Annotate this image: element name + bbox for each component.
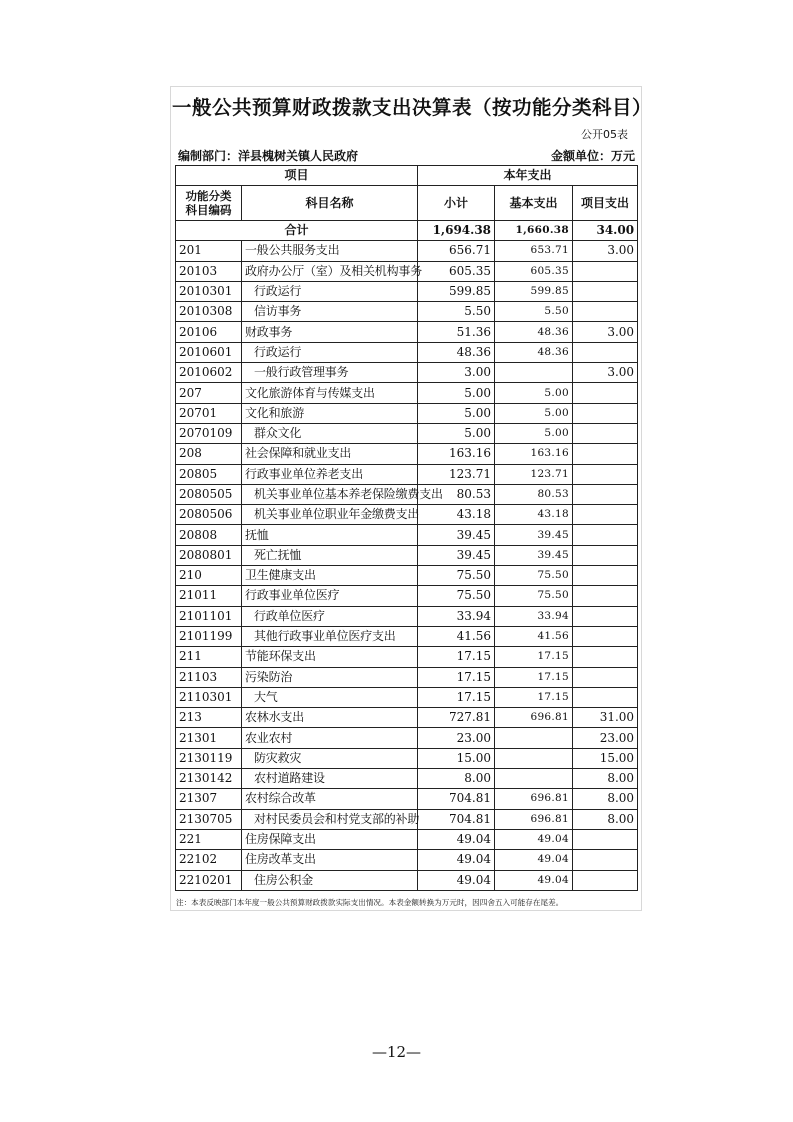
row-subtotal: 39.45 [418, 545, 495, 565]
row-name: 一般公共服务支出 [242, 241, 418, 261]
row-subtotal: 5.00 [418, 423, 495, 443]
page-title: 一般公共预算财政拨款支出决算表（按功能分类科目） [172, 96, 653, 119]
row-basic [495, 728, 573, 748]
row-code: 20808 [176, 525, 242, 545]
row-name: 文化旅游体育与传媒支出 [242, 383, 418, 403]
row-code: 20103 [176, 261, 242, 281]
table-row [176, 342, 638, 362]
row-name: 一般行政管理事务 [242, 363, 418, 383]
row-name: 污染防治 [242, 667, 418, 687]
row-code: 2080801 [176, 545, 242, 565]
row-name: 住房公积金 [242, 870, 418, 890]
table-row [176, 586, 638, 606]
row-basic: 605.35 [495, 261, 573, 281]
row-name: 卫生健康支出 [242, 566, 418, 586]
row-name: 群众文化 [242, 423, 418, 443]
row-code: 2080505 [176, 484, 242, 504]
table-row [176, 829, 638, 849]
row-name: 住房保障支出 [242, 829, 418, 849]
row-code: 2010602 [176, 363, 242, 383]
row-name: 住房改革支出 [242, 850, 418, 870]
row-code: 2101199 [176, 626, 242, 646]
row-code: 22102 [176, 850, 242, 870]
row-name: 文化和旅游 [242, 403, 418, 423]
row-code: 207 [176, 383, 242, 403]
row-subtotal: 49.04 [418, 870, 495, 890]
row-subtotal: 39.45 [418, 525, 495, 545]
row-subtotal: 5.50 [418, 302, 495, 322]
row-subtotal: 727.81 [418, 708, 495, 728]
row-subtotal: 48.36 [418, 342, 495, 362]
header-subtotal: 小计 [418, 186, 495, 221]
header-project-expense: 项目支出 [573, 186, 638, 221]
row-subtotal: 8.00 [418, 769, 495, 789]
row-basic: 49.04 [495, 829, 573, 849]
table-row [176, 403, 638, 423]
row-basic: 599.85 [495, 281, 573, 301]
total-row [176, 221, 638, 241]
total-basic: 1,660.38 [495, 221, 573, 241]
table-row [176, 484, 638, 504]
header-code [176, 186, 242, 221]
table-subheader-row [176, 186, 638, 221]
table-row [176, 261, 638, 281]
row-name: 机关事业单位职业年金缴费支出 [242, 505, 418, 525]
row-subtotal: 5.00 [418, 403, 495, 423]
row-basic: 41.56 [495, 626, 573, 646]
row-project [573, 545, 638, 565]
row-subtotal: 49.04 [418, 850, 495, 870]
table-row [176, 525, 638, 545]
row-basic: 123.71 [495, 464, 573, 484]
amount-unit-label: 金额单位：万元 [550, 149, 635, 163]
row-subtotal: 3.00 [418, 363, 495, 383]
row-basic: 48.36 [495, 342, 573, 362]
row-project [573, 850, 638, 870]
row-project [573, 302, 638, 322]
row-name: 社会保障和就业支出 [242, 444, 418, 464]
header-code-text: 功能分类 科目编码 [185, 189, 232, 217]
row-name: 行政运行 [242, 342, 418, 362]
row-subtotal: 75.50 [418, 566, 495, 586]
row-project [573, 261, 638, 281]
row-project [573, 403, 638, 423]
row-basic: 43.18 [495, 505, 573, 525]
header-current-year: 本年支出 [418, 166, 638, 186]
row-subtotal: 43.18 [418, 505, 495, 525]
row-project [573, 870, 638, 890]
row-project [573, 505, 638, 525]
table-row [176, 302, 638, 322]
row-basic: 39.45 [495, 525, 573, 545]
row-project: 8.00 [573, 769, 638, 789]
row-code: 2101101 [176, 606, 242, 626]
row-subtotal: 5.00 [418, 383, 495, 403]
row-basic: 75.50 [495, 586, 573, 606]
row-basic: 5.50 [495, 302, 573, 322]
row-subtotal: 75.50 [418, 586, 495, 606]
row-code: 208 [176, 444, 242, 464]
row-name: 行政事业单位医疗 [242, 586, 418, 606]
row-name: 抚恤 [242, 525, 418, 545]
header-basic: 基本支出 [495, 186, 573, 221]
table-row [176, 728, 638, 748]
row-basic: 49.04 [495, 870, 573, 890]
row-project: 23.00 [573, 728, 638, 748]
row-basic: 17.15 [495, 647, 573, 667]
row-project [573, 687, 638, 707]
row-name: 农林水支出 [242, 708, 418, 728]
row-project [573, 626, 638, 646]
row-basic [495, 769, 573, 789]
table-row [176, 789, 638, 809]
row-subtotal: 15.00 [418, 748, 495, 768]
table-row [176, 870, 638, 890]
row-basic: 5.00 [495, 423, 573, 443]
expenditure-table [175, 165, 638, 891]
row-name: 其他行政事业单位医疗支出 [242, 626, 418, 646]
row-subtotal: 163.16 [418, 444, 495, 464]
row-code: 211 [176, 647, 242, 667]
department-label: 编制部门：洋县槐树关镇人民政府 [178, 149, 359, 163]
row-code: 210 [176, 566, 242, 586]
row-code: 21307 [176, 789, 242, 809]
row-subtotal: 656.71 [418, 241, 495, 261]
row-project: 31.00 [573, 708, 638, 728]
row-code: 2210201 [176, 870, 242, 890]
row-subtotal: 51.36 [418, 322, 495, 342]
table-row [176, 444, 638, 464]
row-basic: 696.81 [495, 809, 573, 829]
table-row [176, 363, 638, 383]
row-project [573, 647, 638, 667]
row-subtotal: 605.35 [418, 261, 495, 281]
row-code: 201 [176, 241, 242, 261]
row-code: 2130705 [176, 809, 242, 829]
row-project [573, 606, 638, 626]
table-row [176, 606, 638, 626]
row-basic: 17.15 [495, 667, 573, 687]
row-subtotal: 23.00 [418, 728, 495, 748]
row-project [573, 586, 638, 606]
row-basic: 39.45 [495, 545, 573, 565]
form-number: 公开05表 [581, 128, 628, 141]
row-name: 机关事业单位基本养老保险缴费支出 [242, 484, 418, 504]
row-code: 20805 [176, 464, 242, 484]
row-code: 2130142 [176, 769, 242, 789]
row-name: 死亡抚恤 [242, 545, 418, 565]
row-name: 政府办公厅（室）及相关机构事务 [242, 261, 418, 281]
row-name: 农村道路建设 [242, 769, 418, 789]
table-row [176, 809, 638, 829]
total-label: 合计 [176, 221, 418, 241]
table-row [176, 850, 638, 870]
header-project: 项目 [176, 166, 418, 186]
row-subtotal: 49.04 [418, 829, 495, 849]
row-project: 3.00 [573, 241, 638, 261]
row-project [573, 464, 638, 484]
row-code: 21301 [176, 728, 242, 748]
row-name: 农村综合改革 [242, 789, 418, 809]
row-subtotal: 17.15 [418, 667, 495, 687]
page-number: —12— [371, 1043, 422, 1061]
table-row [176, 383, 638, 403]
row-code: 2110301 [176, 687, 242, 707]
table-row [176, 626, 638, 646]
table-row [176, 545, 638, 565]
table-row [176, 566, 638, 586]
row-code: 2010601 [176, 342, 242, 362]
table-row [176, 647, 638, 667]
table-row [176, 322, 638, 342]
row-basic [495, 363, 573, 383]
row-name: 对村民委员会和村党支部的补助 [242, 809, 418, 829]
row-basic: 696.81 [495, 789, 573, 809]
total-subtotal: 1,694.38 [418, 221, 495, 241]
row-project: 3.00 [573, 363, 638, 383]
row-project: 8.00 [573, 809, 638, 829]
table-row [176, 281, 638, 301]
row-basic: 696.81 [495, 708, 573, 728]
row-project [573, 484, 638, 504]
row-code: 2010308 [176, 302, 242, 322]
row-project [573, 525, 638, 545]
row-code: 221 [176, 829, 242, 849]
table-row [176, 748, 638, 768]
table-row [176, 708, 638, 728]
row-basic: 33.94 [495, 606, 573, 626]
table-row [176, 769, 638, 789]
row-project [573, 829, 638, 849]
row-name: 节能环保支出 [242, 647, 418, 667]
table-row [176, 505, 638, 525]
row-subtotal: 704.81 [418, 789, 495, 809]
row-subtotal: 80.53 [418, 484, 495, 504]
row-code: 20106 [176, 322, 242, 342]
row-name: 行政事业单位养老支出 [242, 464, 418, 484]
table-row [176, 423, 638, 443]
row-name: 行政单位医疗 [242, 606, 418, 626]
row-name: 行政运行 [242, 281, 418, 301]
row-project: 3.00 [573, 322, 638, 342]
row-basic: 48.36 [495, 322, 573, 342]
row-basic: 17.15 [495, 687, 573, 707]
row-subtotal: 599.85 [418, 281, 495, 301]
row-code: 2070109 [176, 423, 242, 443]
row-project [573, 444, 638, 464]
row-subtotal: 41.56 [418, 626, 495, 646]
row-name: 信访事务 [242, 302, 418, 322]
row-project [573, 423, 638, 443]
table-row [176, 241, 638, 261]
row-basic: 75.50 [495, 566, 573, 586]
row-code: 2130119 [176, 748, 242, 768]
row-basic: 5.00 [495, 383, 573, 403]
row-project [573, 566, 638, 586]
row-subtotal: 704.81 [418, 809, 495, 829]
row-name: 防灾救灾 [242, 748, 418, 768]
row-subtotal: 17.15 [418, 647, 495, 667]
row-name: 农业农村 [242, 728, 418, 748]
header-name: 科目名称 [242, 186, 418, 221]
row-project: 15.00 [573, 748, 638, 768]
row-name: 大气 [242, 687, 418, 707]
row-basic: 80.53 [495, 484, 573, 504]
row-code: 2080506 [176, 505, 242, 525]
table-note: 注：本表反映部门本年度一般公共预算财政拨款实际支出情况。本表金额转换为万元时，因四舍五入可能存在尾差。 [176, 898, 564, 907]
row-project [573, 281, 638, 301]
row-basic: 49.04 [495, 850, 573, 870]
row-name: 财政事务 [242, 322, 418, 342]
row-code: 20701 [176, 403, 242, 423]
row-code: 21103 [176, 667, 242, 687]
row-project: 8.00 [573, 789, 638, 809]
row-code: 2010301 [176, 281, 242, 301]
row-project [573, 383, 638, 403]
table-row [176, 667, 638, 687]
total-project: 34.00 [573, 221, 638, 241]
row-code: 213 [176, 708, 242, 728]
row-basic: 163.16 [495, 444, 573, 464]
row-basic [495, 748, 573, 768]
row-basic: 5.00 [495, 403, 573, 423]
row-subtotal: 33.94 [418, 606, 495, 626]
table-row [176, 464, 638, 484]
row-project [573, 342, 638, 362]
row-code: 21011 [176, 586, 242, 606]
row-subtotal: 123.71 [418, 464, 495, 484]
row-subtotal: 17.15 [418, 687, 495, 707]
row-basic: 653.71 [495, 241, 573, 261]
row-project [573, 667, 638, 687]
table-row [176, 687, 638, 707]
table-header-row [176, 166, 638, 186]
